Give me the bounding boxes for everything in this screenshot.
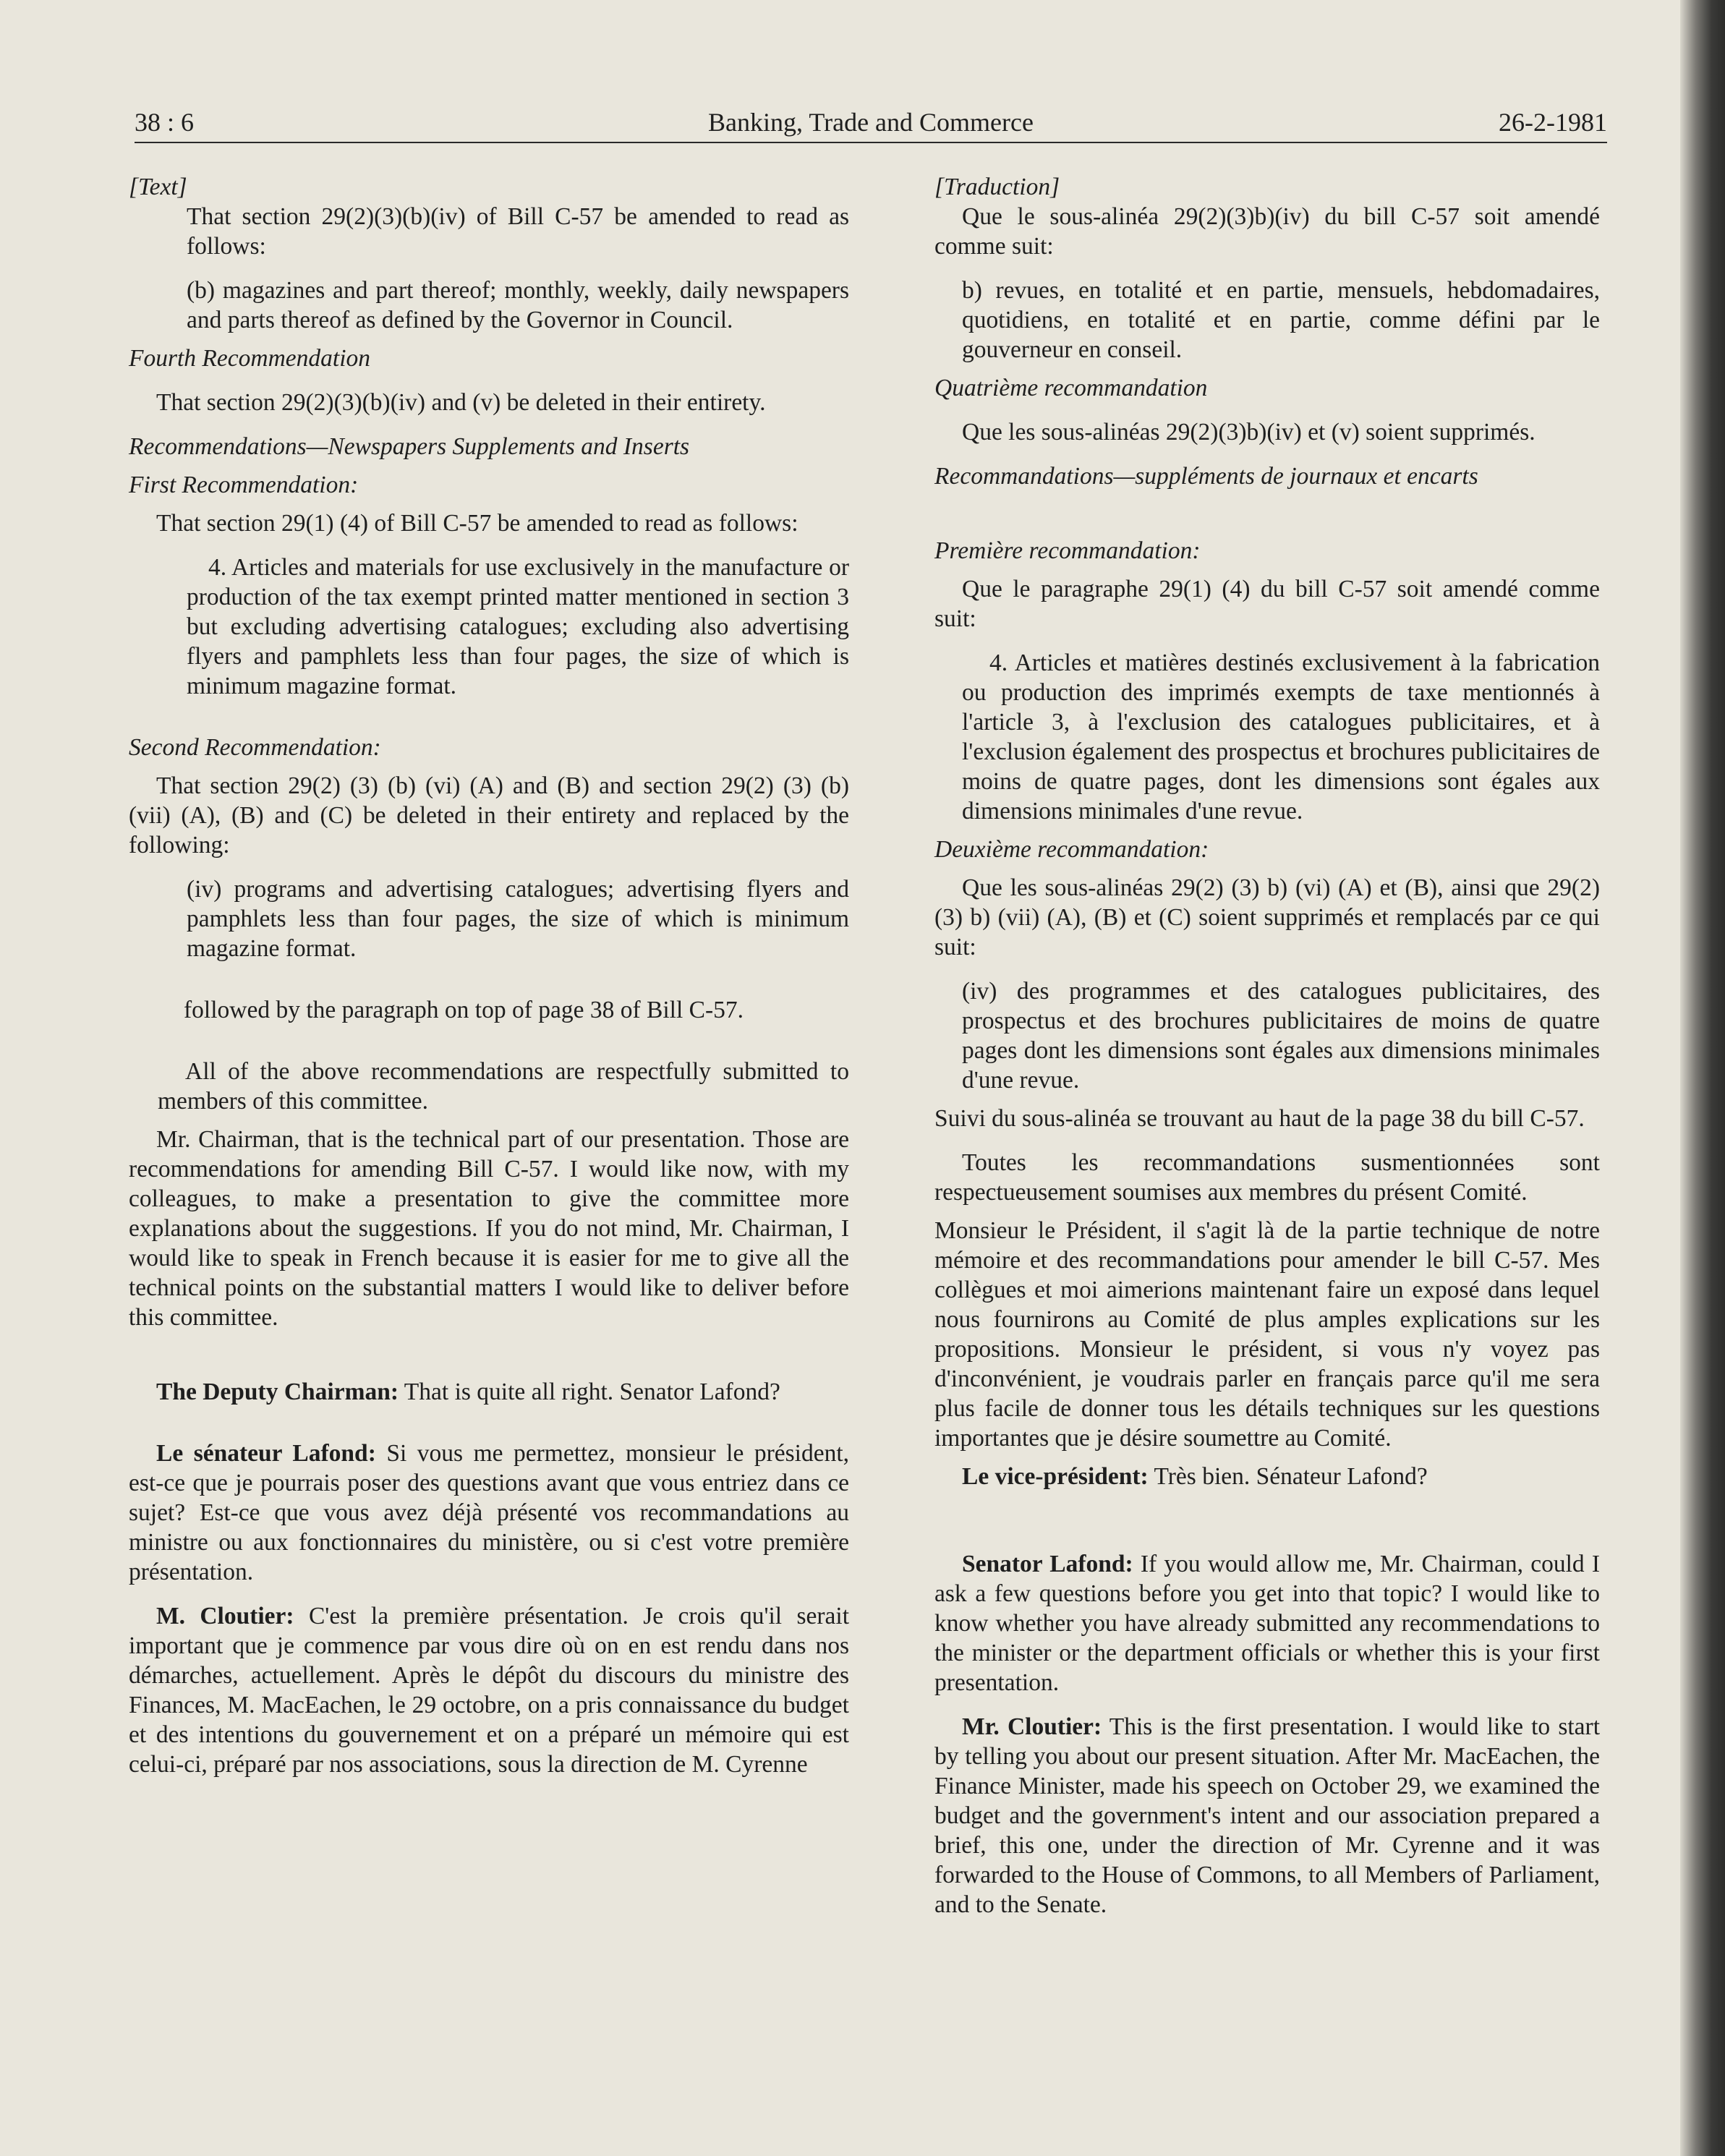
speaker-name: M. Cloutier:: [156, 1603, 294, 1629]
paragraph: Monsieur le Président, il s'agit là de la partie technique de notre mémoire et des recommandations pour amender le bill C-57. Mes collègues et moi aimerions maintenant faire un exposé dans lequel nous fournirons au Comité de plus amples explications sur les propositions. Monsieur le président, si vous n'y voyez pas d'inconvénient, je voudrais parler en français parce qu'il me sera plus facile de donner tous les détails techniques sur les questions importantes que je désire soumettre au Comité.: [934, 1217, 1600, 1452]
paragraph: 4. Articles et matières destinés exclusivement à la fabrication ou production des imprimés exempts de taxe mentionnés à l'article 3, à l'exclusion des catalogues publicitaires, et à l'exclusion également des prospectus et brochures publicitaires de moins de quatre pages, dont les dimensions sont égales aux dimensions minimales d'une revue.: [962, 649, 1600, 825]
fourth-recommendation-heading: Quatrième recommandation: [934, 375, 1208, 401]
french-column: [934, 172, 1600, 1919]
second-recommendation-heading: Deuxième recommandation:: [934, 836, 1209, 863]
first-recommendation-heading: Première recommandation:: [934, 537, 1201, 564]
scan-edge-shadow: [1680, 0, 1725, 2156]
recommendations-heading: Recommandations—suppléments de journaux et encarts: [934, 463, 1478, 490]
speaker-name: Le sénateur Lafond:: [156, 1440, 376, 1467]
header-rule: [135, 142, 1607, 143]
page-header: [135, 107, 1607, 142]
paragraph: Que le paragraphe 29(1) (4) du bill C-57 soit amendé comme suit:: [934, 576, 1600, 632]
text-label: [Text]: [129, 174, 187, 200]
page-date: 26-2-1981: [1499, 108, 1607, 137]
paragraph: All of the above recommendations are respectfully submitted to members of this committee.: [158, 1058, 849, 1115]
paragraph: Que le sous-alinéa 29(2)(3)b)(iv) du bill C-57 soit amendé comme suit:: [934, 203, 1600, 260]
paragraph: b) revues, en totalité et en partie, mensuels, hebdomadaires, quotidiens, en totalité et en partie, comme défini par le gouverneur en conseil.: [962, 277, 1600, 363]
fourth-recommendation-heading: Fourth Recommendation: [129, 345, 371, 372]
speech-vice-president: Le vice-président: Très bien. Sénateur Lafond?: [962, 1463, 1428, 1490]
paragraph: That section 29(2)(3)(b)(iv) and (v) be deleted in their entirety.: [156, 389, 766, 416]
paragraph: That section 29(2)(3)(b)(iv) of Bill C-57 be amended to read as follows:: [187, 203, 849, 260]
speech-deputy-chairman: The Deputy Chairman: That is quite all right. Senator Lafond?: [156, 1379, 780, 1405]
paragraph: Suivi du sous-alinéa se trouvant au haut de la page 38 du bill C-57.: [934, 1105, 1585, 1132]
paragraph: That section 29(2) (3) (b) (vi) (A) and (B) and section 29(2) (3) (b) (vii) (A), (B) and (C) be deleted in their entirety and replaced by the following:: [129, 772, 849, 858]
speech-m-cloutier: M. Cloutier: C'est la première présentation. Je crois qu'il serait important que je commence par vous dire où on en est rendu dans nos démarches, actuellement. Après le dépôt du discours du ministre des Finances, M. MacEachen, le 29 octobre, on a pris connaissance du budget et des intentions du gouvernement et on a préparé un mémoire qui est celui-ci, préparé par nos associations, sous la direction de M. Cyrenne: [129, 1603, 850, 1778]
paragraph: (iv) programs and advertising catalogues; advertising flyers and pamphlets less than four pages, the size of which is minimum magazine format.: [187, 876, 849, 962]
paragraph: Que les sous-alinéas 29(2) (3) b) (vi) (A) et (B), ainsi que 29(2) (3) b) (vii) (A), (B) et (C) soient supprimés et remplacés par ce qui suit:: [934, 874, 1600, 960]
speaker-name: Senator Lafond:: [962, 1551, 1133, 1577]
paragraph: followed by the paragraph on top of page 38 of Bill C-57.: [184, 997, 744, 1023]
paragraph: 4. Articles and materials for use exclusively in the manufacture or production of the tax exempt printed matter mentioned in section 3 but excluding advertising catalogues; excluding also advertising flyers and pamphlets less than four pages, the size of which is minimum magazine format.: [187, 554, 849, 699]
page-number: 38 : 6: [135, 108, 195, 137]
speech-mr-cloutier: Mr. Cloutier: This is the first presentation. I would like to start by telling you about our present situation. After Mr. MacEachen, the Finance Minister, made his speech on October 29, we examined the budget and the government's intent and our association prepared a brief, this one, under the direction of Mr. Cyrenne and it was forwarded to the House of Commons, to all Members of Parliament, and to the Senate.: [934, 1713, 1601, 1918]
second-recommendation-heading: Second Recommendation:: [129, 734, 381, 761]
speech-senateur-lafond: Le sénateur Lafond: Si vous me permettez, monsieur le président, est-ce que je pourrais poser des questions avant que vous entriez dans ce sujet? Est-ce que vous avez déjà présenté vos recommandations au ministre ou aux fonctionnaires du ministère, ou si c'est votre première présentation.: [129, 1440, 849, 1585]
paragraph: That section 29(1) (4) of Bill C-57 be amended to read as follows:: [156, 510, 798, 537]
recommendations-heading: Recommendations—Newspapers Supplements and Inserts: [129, 433, 690, 460]
paragraph: (b) magazines and part thereof; monthly, weekly, daily newspapers and parts thereof as defined by the Governor in Council.: [187, 277, 849, 333]
first-recommendation-heading: First Recommendation:: [129, 472, 359, 498]
paragraph: Toutes les recommandations susmentionnées sont respectueusement soumises aux membres du présent Comité.: [934, 1149, 1600, 1206]
paragraph: Mr. Chairman, that is the technical part of our presentation. Those are recommendations for amending Bill C-57. I would like now, with my colleagues, to make a presentation to give the committee more explanations about the suggestions. If you do not mind, Mr. Chairman, I would like to speak in French because it is easier for me to give all the technical points on the substantial matters I would like to deliver before this committee.: [129, 1126, 849, 1331]
english-column: [129, 172, 849, 1779]
speaker-name: Mr. Cloutier:: [962, 1713, 1102, 1740]
paragraph: (iv) des programmes et des catalogues publicitaires, des prospectus et des brochures publicitaires de moins de quatre pages dont les dimensions sont égales aux dimensions minimales d'une revue.: [962, 978, 1600, 1094]
paragraph: Que les sous-alinéas 29(2)(3)b)(iv) et (v) soient supprimés.: [962, 419, 1536, 446]
speaker-name: The Deputy Chairman:: [156, 1379, 399, 1405]
speech-senator-lafond: Senator Lafond: If you would allow me, Mr. Chairman, could I ask a few questions before you get into that topic? I would like to know whether you have already submitted any recommendations to the minister or the department officials or whether this is your first presentation.: [934, 1551, 1600, 1696]
speaker-name: Le vice-président:: [962, 1463, 1149, 1490]
text-label: [Traduction]: [934, 174, 1060, 200]
page-title: Banking, Trade and Commerce: [708, 108, 1034, 137]
